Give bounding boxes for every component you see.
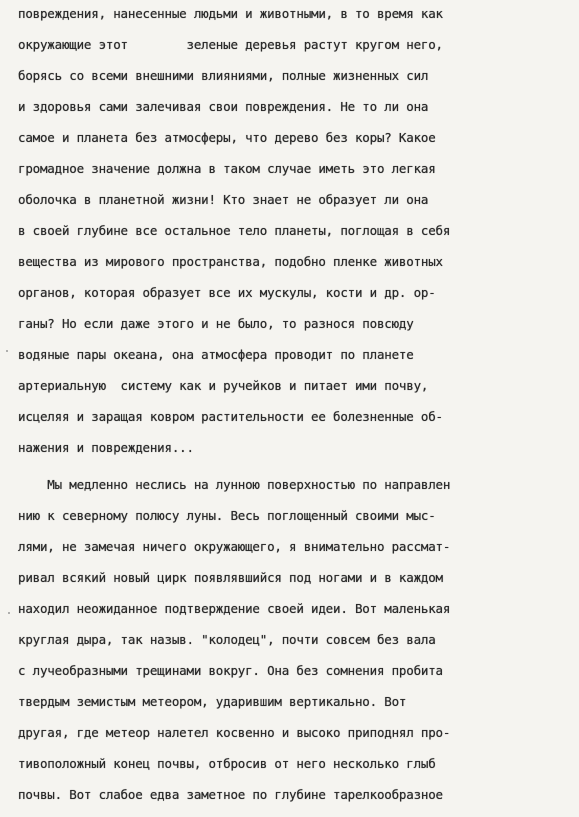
text-line: почвы. Вот слабое едва заметное по глубине тарелкообразное xyxy=(18,787,443,802)
text-line: с лучеобразными трещинами вокруг. Она без сомнения пробита xyxy=(18,663,443,678)
text-line: Мы медленно неслись на лунною поверхностью по направлен xyxy=(18,477,451,492)
text-line: нажения и повреждения... xyxy=(18,440,194,455)
text-line: в своей глубине все остальное тело планеты, поглощая в себя xyxy=(18,223,451,238)
scan-speck xyxy=(8,612,10,614)
text-line: борясь со всеми внешними влияниями, полные жизненных сил xyxy=(18,68,429,83)
text-line: артериальную систему как и ручейков и питает ими почву, xyxy=(18,378,429,393)
text-line: твердым земистым метеором, ударившим вертикально. Вот xyxy=(18,694,407,709)
text-line: окружающие этот зеленые деревья растут кругом него, xyxy=(18,37,443,52)
text-line: тивоположный конец почвы, отбросив от него несколько глыб xyxy=(18,756,436,771)
text-line: оболочка в планетной жизни! Кто знает не образует ли она xyxy=(18,192,429,207)
text-line: громадное значение должна в таком случае иметь это легкая xyxy=(18,161,436,176)
text-line: водяные пары океана, она атмосфера проводит по планете xyxy=(18,347,414,362)
text-line: лями, не замечая ничего окружающего, я внимательно рассмат- xyxy=(18,539,451,554)
text-line: органов, которая образует все их мускулы, кости и др. ор- xyxy=(18,285,436,300)
text-line: исцеляя и заращая ковром растительности ее болезненные об- xyxy=(18,409,443,424)
text-line: нию к северному полюсу луны. Весь поглощенный своими мыс- xyxy=(18,508,436,523)
text-line: повреждения, нанесенные людьми и животными, в то время как xyxy=(18,6,443,21)
text-line: ривал всякий новый цирк появлявшийся под ногами и в каждом xyxy=(18,570,443,585)
text-line: ганы? Но если даже этого и не было, то разнося повсюду xyxy=(18,316,414,331)
text-line: и здоровья сами залечивая свои повреждения. Не то ли она xyxy=(18,99,429,114)
text-line: самое и планета без атмосферы, что дерево без коры? Какое xyxy=(18,130,436,145)
text-line: вещества из мирового пространства, подобно пленке животных xyxy=(18,254,443,269)
text-line: находил неожиданное подтверждение своей идеи. Вот маленькая xyxy=(18,601,451,616)
text-line: другая, где метеор налетел косвенно и высоко приподнял про- xyxy=(18,725,451,740)
text-line: круглая дыра, так назыв. "колодец", почти совсем без вала xyxy=(18,632,436,647)
scan-speck xyxy=(6,350,8,352)
